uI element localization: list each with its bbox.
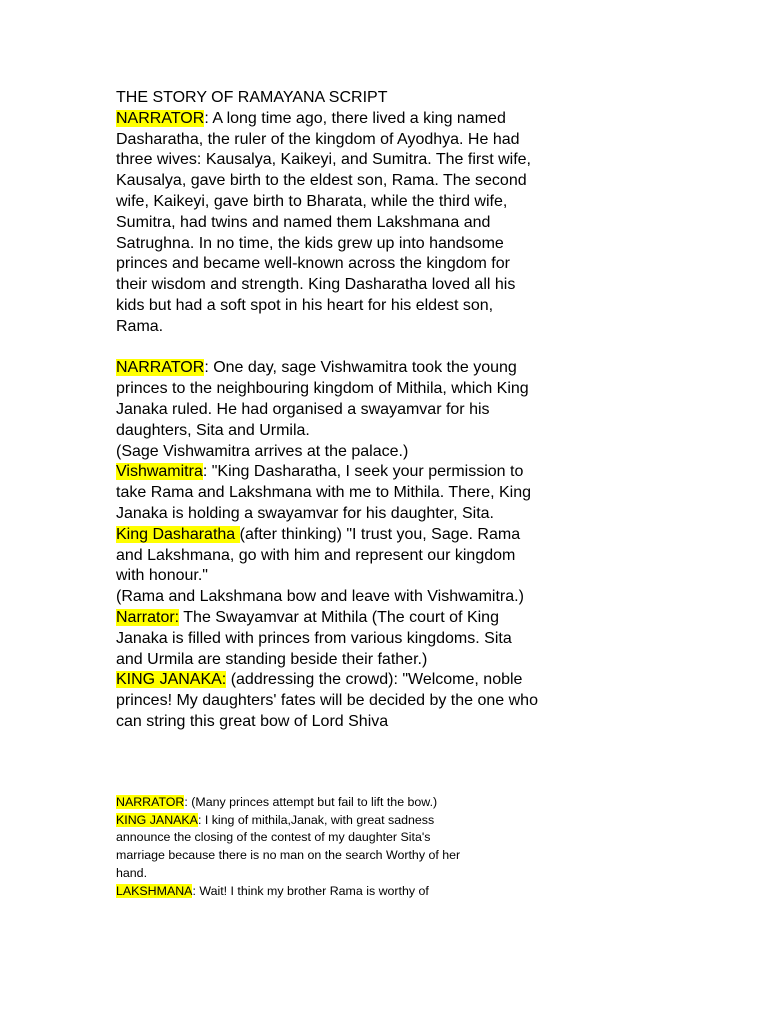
stage-direction: (Sage Vishwamitra arrives at the palace.) (116, 442, 409, 460)
script-body (116, 88, 541, 733)
dialogue-janaka (116, 670, 541, 732)
dialogue-text: A long time ago, there lived a king named Dasharatha, the ruler of the kingdom of Ayodhya. He had three wives: Kausalya, Kaikeyi, and Sumitra. The first wife, Kausalya, gave birth to the eldest son, Rama. The second wife, Kaikeyi, gave birth to Bharata, while the third wife, Sumitra, had twins and named them Lakshmana and Satrughna. In no time, the kids grew up into handsome princes and became well-known across the kingdom for their wisdom and strength. King Dasharatha loved all his kids but had a soft spot in his heart for his eldest son, Rama. (116, 109, 531, 335)
dialogue-text: Wait! I think my brother Rama is worthy of (199, 883, 429, 898)
dialogue-lakshmana (116, 883, 481, 901)
dialogue-vishwamitra (116, 462, 541, 524)
separator: : (184, 795, 192, 809)
speaker-highlight: Vishwamitra (116, 463, 203, 481)
speaker-highlight: NARRATOR (116, 109, 205, 127)
dialogue-text: I king of mithila,Janak, with great sadness announce the closing of the contest of my daughter Sita's marriage because there is no man on the search Worthy of her hand. (116, 812, 461, 880)
dialogue-janaka-2 (116, 812, 481, 883)
stage-direction: (Rama and Lakshmana bow and leave with Vishwamitra.) (116, 588, 524, 606)
dialogue-text: (Many princes attempt but fail to lift the bow.) (191, 795, 438, 809)
speaker-highlight: NARRATOR (116, 359, 205, 377)
separator: : (197, 812, 205, 827)
dialogue-narrator-3 (116, 608, 541, 670)
dialogue-narrator-1 (116, 109, 541, 338)
script-title: THE STORY OF RAMAYANA SCRIPT (116, 89, 388, 106)
speaker-highlight: LAKSHMANA (116, 883, 193, 898)
speaker-highlight: NARRATOR (116, 795, 185, 809)
separator: : (204, 109, 213, 127)
dialogue-text: The Swayamvar at Mithila (The court of King Janaka is filled with princes from various kingdoms. Sita and Urmila are standing beside their father.) (116, 608, 512, 668)
separator: : (202, 463, 212, 481)
separator: : (204, 359, 214, 377)
script-body-small (116, 794, 481, 900)
speaker-highlight: King Dasharatha (116, 525, 240, 543)
dialogue-text: One day, sage Vishwamitra took the young princes to the neighbouring kingdom of Mithila, which King Janaka ruled. He had organised a swayamvar for his daughters, Sita and Urmila. (116, 359, 529, 439)
blank-line (116, 338, 541, 359)
speaker-highlight: KING JANAKA (116, 812, 198, 827)
separator: : (192, 883, 200, 898)
dialogue-text: (after thinking) "I trust you, Sage. Rama and Lakshmana, go with him and represent our kingdom with honour." (116, 525, 521, 585)
dialogue-narrator-4 (116, 794, 481, 812)
dialogue-narrator-2 (116, 358, 541, 441)
dialogue-dasharatha (116, 525, 541, 587)
speaker-highlight: Narrator: (116, 608, 180, 626)
speaker-highlight: KING JANAKA: (116, 671, 227, 689)
dialogue-text: (addressing the crowd): "Welcome, noble princes! My daughters' fates will be decided by the one who can string this great bow of Lord Shiva (116, 671, 538, 730)
dialogue-text: "King Dasharatha, I seek your permission to take Rama and Lakshmana with me to Mithila. There, King Janaka is holding a swayamvar for his daughter, Sita. (116, 463, 532, 522)
